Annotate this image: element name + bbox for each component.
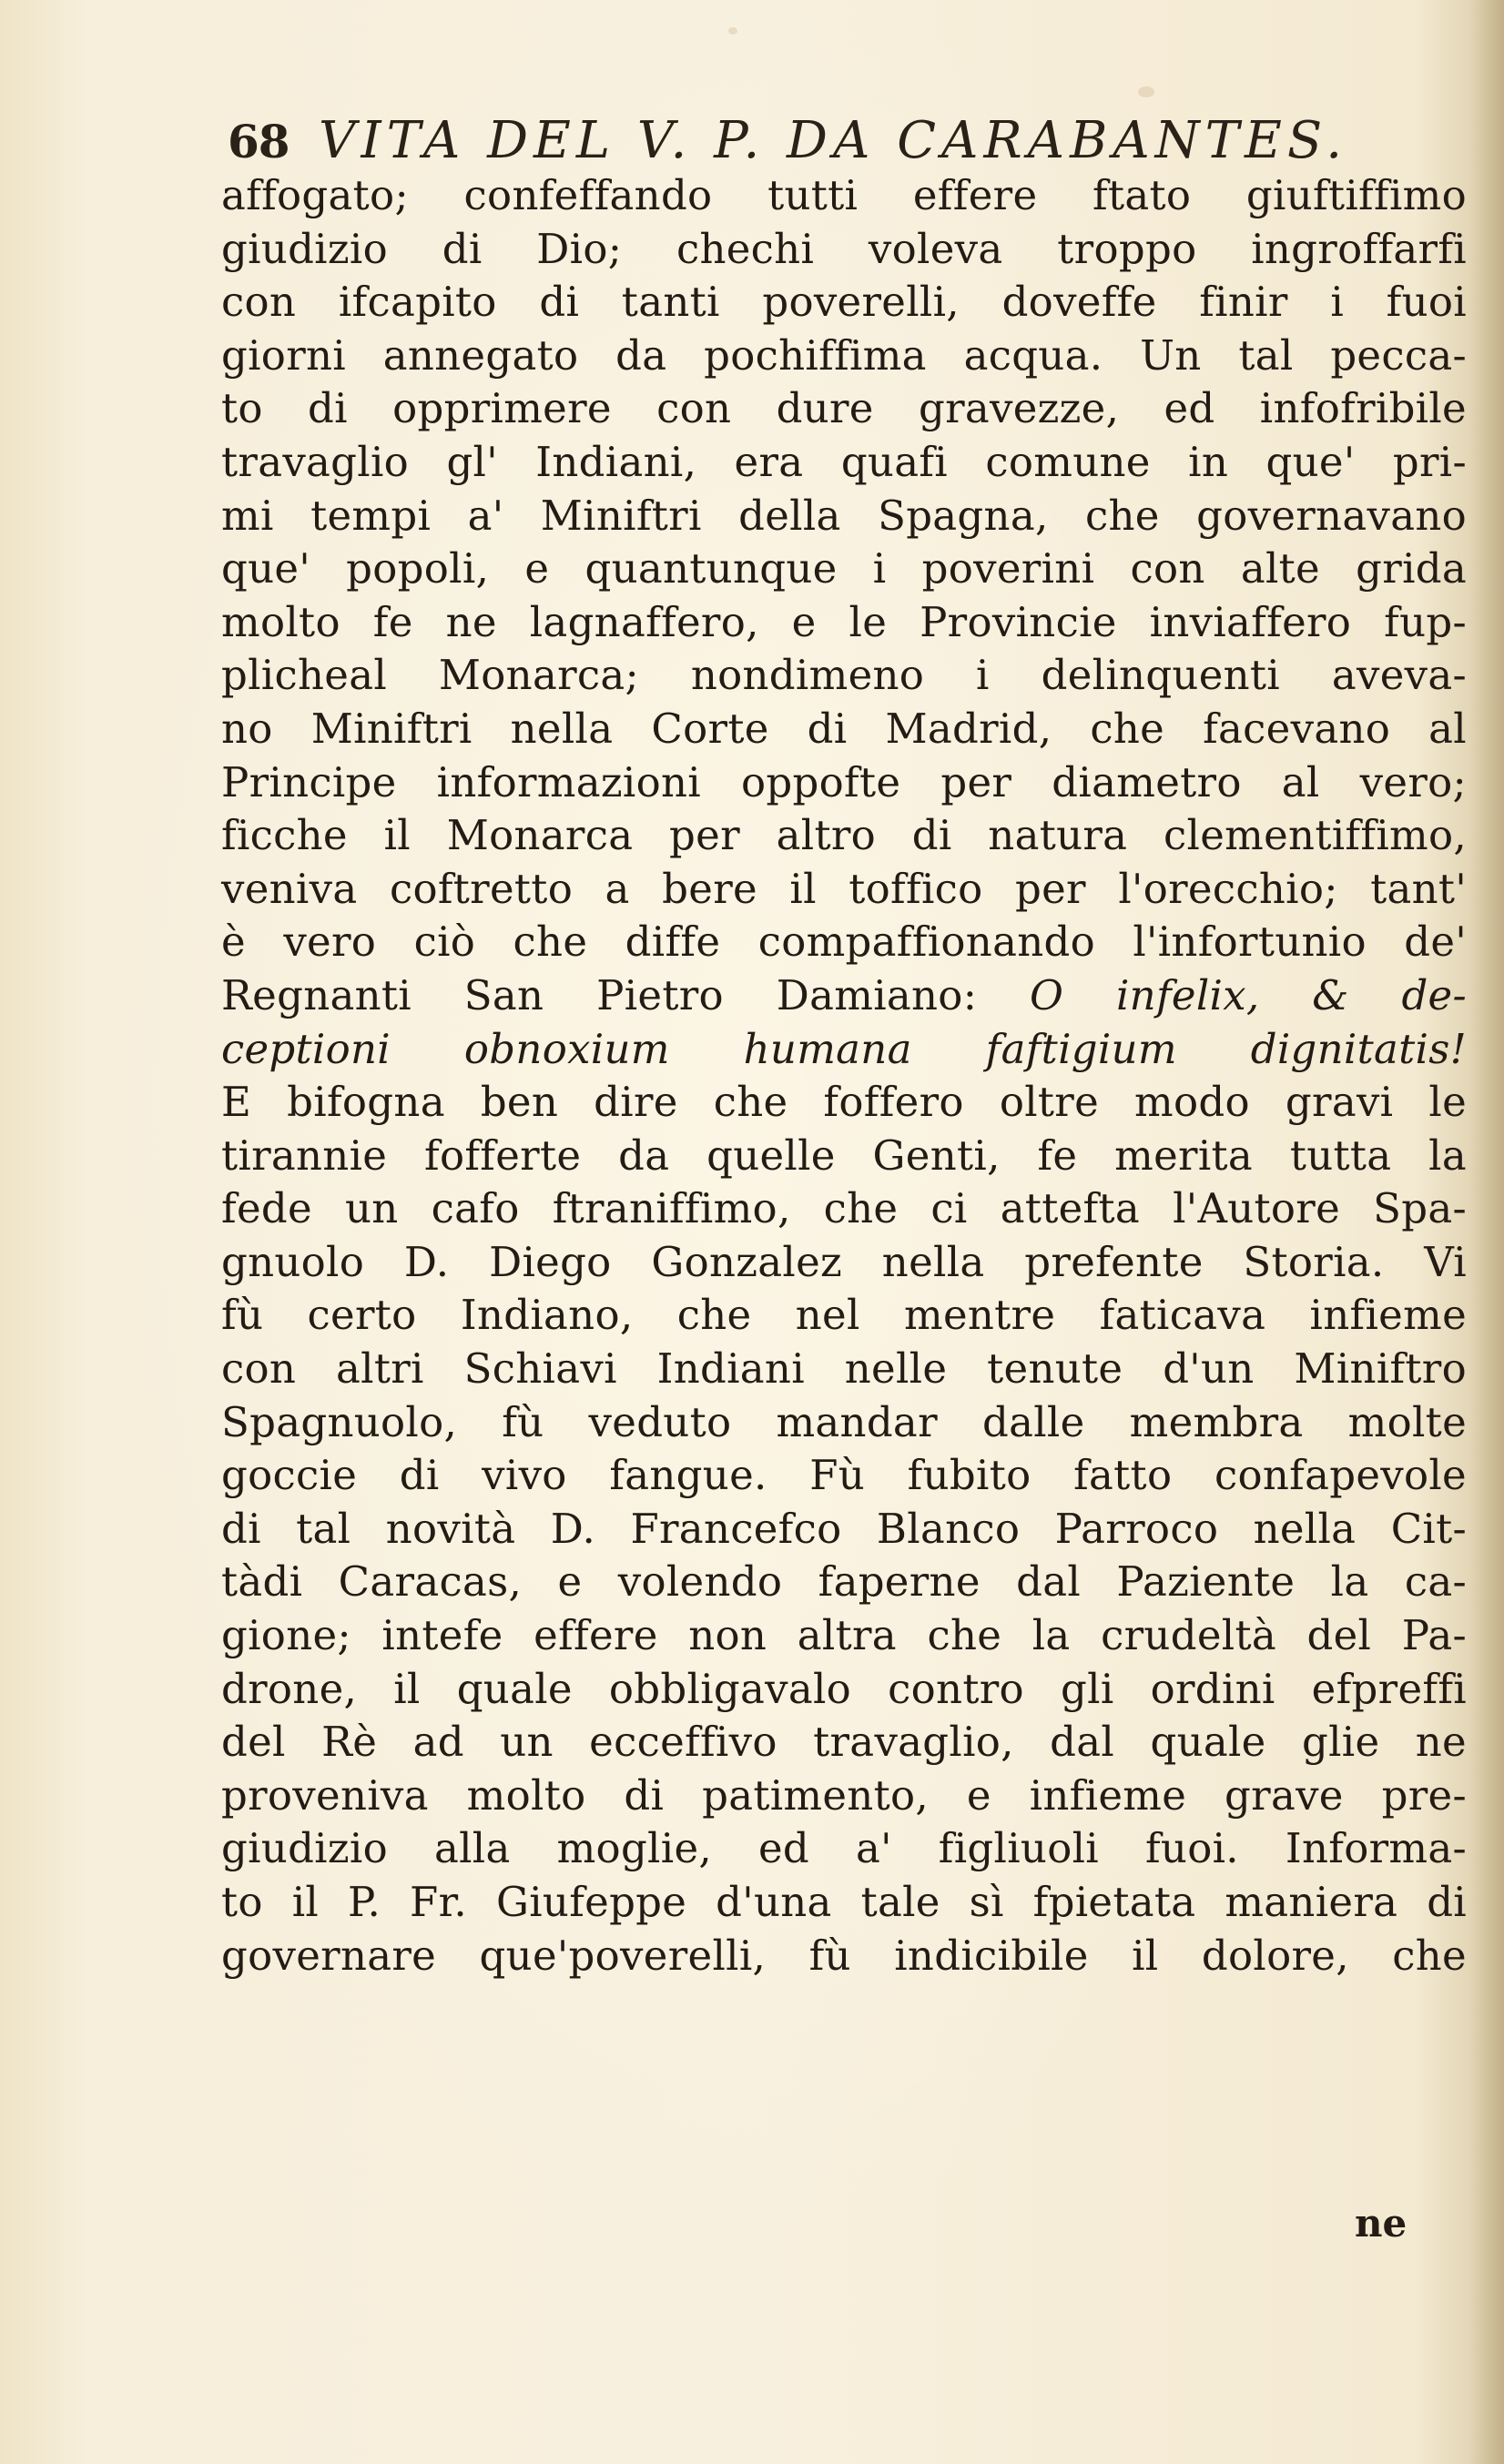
page-number: 68 (228, 115, 290, 168)
text-line: E bifogna ben dire che foffero oltre modo gravi le (221, 1078, 1467, 1127)
text-line: di tal novità D. Francefco Blanco Parroco nella Cit- (221, 1504, 1467, 1553)
text-line: drone, il quale obbligavalo contro gli ordini efpreffi (221, 1664, 1467, 1713)
text-line: governare que'poverelli, fù indicibile il dolore, che (221, 1931, 1467, 1980)
catchword: ne (1355, 2201, 1407, 2246)
text-line: con altri Schiavi Indiani nelle tenute d'un Miniftro (221, 1344, 1467, 1394)
text-line: giudizio di Dio; chechi voleva troppo ingroffarfi (221, 224, 1467, 273)
text-line: ficche il Monarca per altro di natura clementiffimo, (221, 811, 1467, 860)
text-line: goccie di vivo fangue. Fù fubito fatto confapevole (221, 1451, 1467, 1500)
text-line: tirannie fofferte da quelle Genti, fe merita tutta la (221, 1131, 1467, 1180)
text-line: que' popoli, e quantunque i poverini con alte grida (221, 544, 1467, 593)
text-line: Principe informazioni oppofte per diametro al vero; (221, 757, 1467, 806)
text-line: fede un cafo ftraniffimo, che ci attefta l'Autore Spa- (221, 1184, 1467, 1233)
text-line: giorni annegato da pochiffima acqua. Un tal pecca- (221, 330, 1467, 380)
running-title: VITA DEL V. P. DA CARABANTES. (319, 111, 1348, 170)
text-line: fù certo Indiano, che nel mentre faticava infieme (221, 1291, 1467, 1340)
paper-stain (1138, 86, 1154, 97)
text-line: è vero ciò che diffe compaffionando l'infortunio de' (221, 918, 1467, 967)
text-line: gione; intefe effere non altra che la crudeltà del Pa- (221, 1611, 1467, 1660)
text-line: gnuolo D. Diego Gonzalez nella prefente Storia. Vi (221, 1237, 1467, 1286)
text-line: affogato; confeffando tutti effere ftato giuftiffimo (221, 171, 1467, 219)
text-line: to di opprimere con dure gravezze, ed infofribile (221, 384, 1467, 433)
latin-quotation-line: ceptioni obnoxium humana faftigium dignitatis! (221, 1024, 1467, 1073)
text-line: Spagnuolo, fù veduto mandar dalle membra molte (221, 1397, 1467, 1446)
body-text (221, 169, 1467, 1982)
page-edge-shadow (1469, 0, 1504, 2464)
text-line: proveniva molto di patimento, e infieme grave pre- (221, 1770, 1467, 1820)
text-line: tàdi Caracas, e volendo faperne dal Paziente la ca- (221, 1557, 1467, 1607)
text-line: no Miniftri nella Corte di Madrid, che facevano al (221, 704, 1467, 753)
text-line: mi tempi a' Miniftri della Spagna, che governavano (221, 491, 1467, 540)
text-line: molto fe ne lagnaffero, e le Provincie inviaffero fup- (221, 597, 1467, 646)
text-line: travaglio gl' Indiani, era quafi comune in que' pri- (221, 437, 1467, 486)
text-line: Regnanti San Pietro Damiano: O infelix, & de- (221, 970, 1467, 1019)
text-line: veniva coftretto a bere il toffico per l'orecchio; tant' (221, 864, 1467, 913)
paper-stain (728, 27, 737, 35)
text-line: del Rè ad un ecceffivo travaglio, dal quale glie ne (221, 1718, 1467, 1767)
text-line: to il P. Fr. Giufeppe d'una tale sì fpietata maniera di (221, 1878, 1467, 1926)
text-line: con ifcapito di tanti poverelli, doveffe finir i fuoi (221, 278, 1467, 327)
text-line: giudizio alla moglie, ed a' figliuoli fuoi. Informa- (221, 1824, 1467, 1873)
text-line: plicheal Monarca; nondimeno i delinquenti aveva- (221, 651, 1467, 700)
